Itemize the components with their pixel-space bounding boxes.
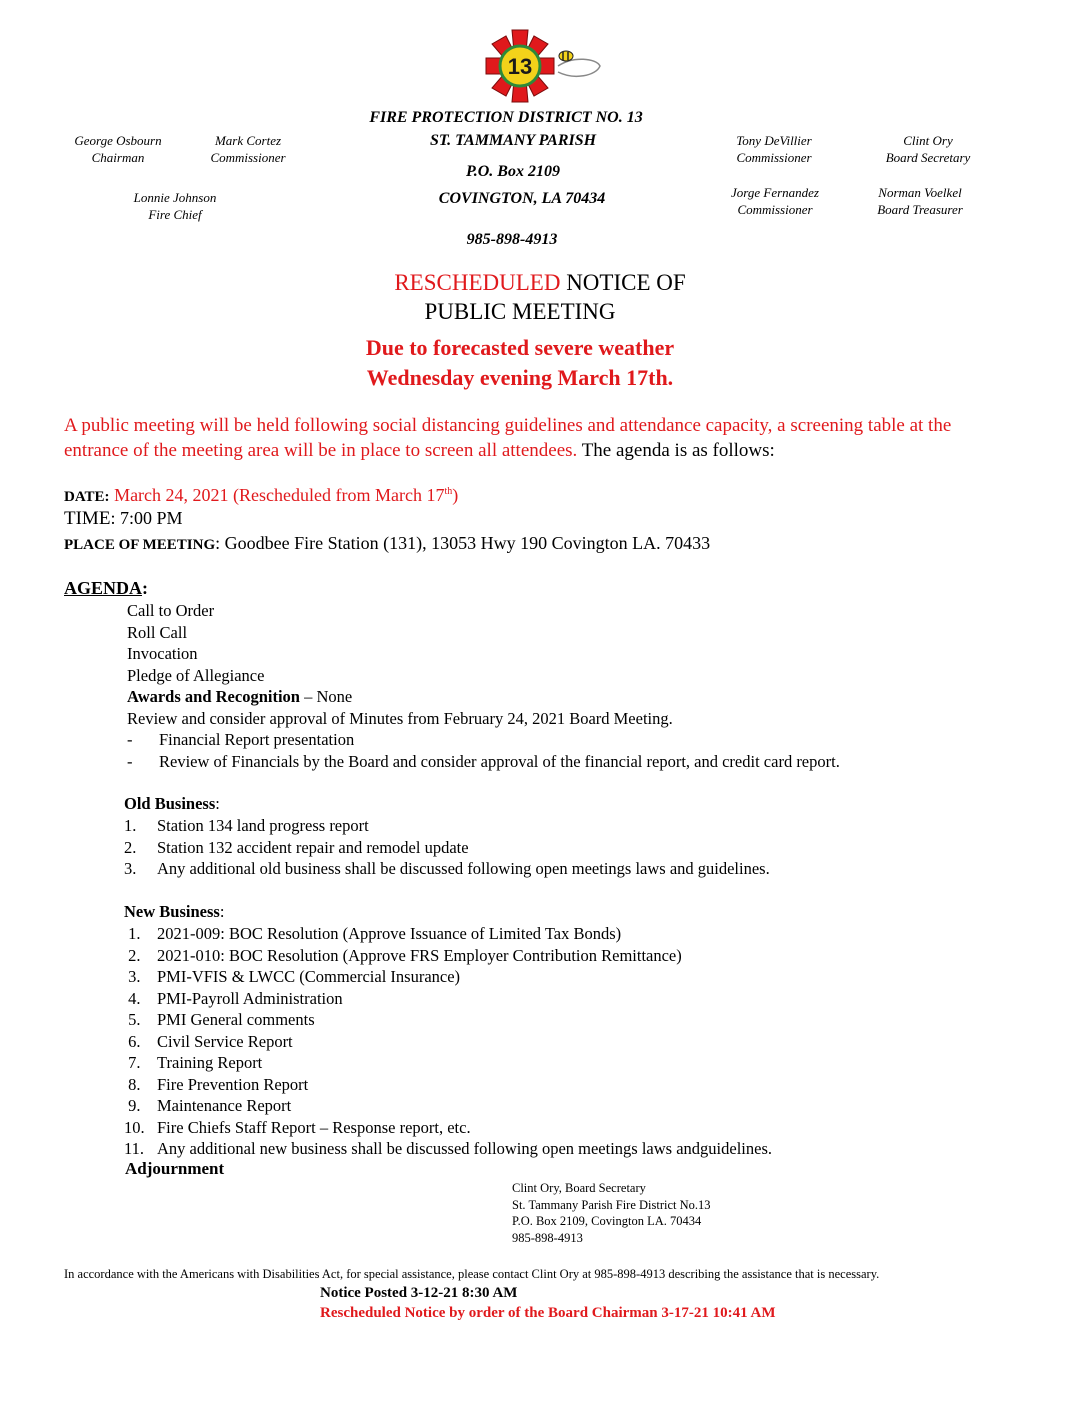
date-label: DATE:	[64, 489, 110, 505]
agenda-opening-list	[127, 600, 673, 729]
list-item: Roll Call	[127, 622, 188, 642]
list-item: 5. PMI General comments	[124, 1010, 315, 1029]
weather-notice-line1: Due to forecasted severe weather	[365, 335, 675, 360]
list-item: 11. Any additional new business shall be discussed following open meetings laws andguidelines.	[124, 1139, 772, 1158]
rescheduled-notice: Rescheduled Notice by order of the Board Chairman 3-17-21 10:41 AM	[320, 1305, 776, 1321]
list-item: 1. Station 134 land progress report	[124, 816, 369, 835]
list-item: 3. Any additional old business shall be discussed following open meetings laws and guidelines.	[124, 859, 770, 878]
fire-district-13-logo-icon	[478, 26, 606, 104]
old-business-list	[124, 815, 770, 880]
meeting-time	[64, 508, 182, 530]
weather-notice-line2: Wednesday evening March 17th.	[366, 365, 674, 390]
awards-item: Awards and Recognition – None	[127, 687, 353, 706]
official-board-treasurer: Norman Voelkel Board Treasurer	[877, 185, 963, 217]
po-box: P.O. Box 2109	[466, 163, 560, 180]
list-item: 9. Maintenance Report	[124, 1096, 292, 1115]
intro-red-text: A public meeting will be held following social distancing guidelines and attendance capacity, a screening table at the entrance of the meeting area will be in place to screen all attendees.	[64, 415, 952, 461]
list-item: 3. PMI-VFIS & LWCC (Commercial Insurance)	[124, 967, 461, 986]
new-business-section: New Business:	[124, 902, 225, 921]
minutes-item: Review and consider approval of Minutes from February 24, 2021 Board Meeting.	[127, 708, 673, 728]
list-item: - Financial Report presentation	[127, 730, 355, 749]
list-item: Invocation	[127, 644, 198, 663]
list-item: 4. PMI-Payroll Administration	[124, 988, 343, 1008]
rescheduled-label: RESCHEDULED	[394, 270, 561, 295]
meeting-place	[64, 533, 710, 554]
new-business-list	[124, 923, 772, 1160]
svg-text:13: 13	[507, 54, 533, 79]
phone-number: 985-898-4913	[466, 231, 558, 248]
list-item: 2. 2021-010: BOC Resolution (Approve FRS Employer Contribution Remittance)	[124, 945, 682, 965]
notice-title	[280, 268, 800, 297]
district-logo	[478, 26, 606, 104]
signature-block: Clint Ory, Board Secretary St. Tammany Parish Fire District No.13 P.O. Box 2109, Covington LA. 70434 985-898-4913	[512, 1181, 711, 1245]
list-item: Call to Order	[127, 601, 215, 620]
date-value: March 24, 2021 (Rescheduled from March 17th)	[114, 485, 459, 505]
old-business-section: Old Business:	[124, 794, 220, 813]
place-label: PLACE OF MEETING	[64, 537, 216, 553]
place-value: : Goodbee Fire Station (131), 13053 Hwy 190 Covington LA. 70433	[215, 533, 711, 553]
financial-list	[127, 729, 840, 772]
agenda-heading: AGENDA:	[64, 578, 149, 598]
time-value: : 7:00 PM	[110, 508, 183, 528]
meeting-date	[64, 485, 458, 506]
official-fire-chief: Lonnie Johnson Fire Chief	[133, 190, 217, 222]
old-business-label: Old Business	[124, 794, 216, 813]
official-commissioner-cortez: Mark Cortez Commissioner	[210, 133, 286, 165]
new-business-label: New Business	[124, 902, 220, 921]
ada-notice: In accordance with the Americans with Disabilities Act, for special assistance, please contact Clint Ory at 985-898-4913 describing the assistance that is necessary.	[64, 1267, 880, 1281]
public-meeting-title: PUBLIC MEETING	[424, 299, 616, 324]
notice-posted: Notice Posted 3-12-21 8:30 AM	[320, 1285, 518, 1301]
list-item: Pledge of Allegiance	[127, 665, 265, 685]
list-item: 8. Fire Prevention Report	[124, 1074, 309, 1094]
list-item: 1. 2021-009: BOC Resolution (Approve Issuance of Limited Tax Bonds)	[124, 924, 622, 943]
time-label: TIME	[64, 508, 111, 529]
official-commissioner-devillier: Tony DeVillier Commissioner	[736, 133, 812, 165]
district-name: FIRE PROTECTION DISTRICT NO. 13	[369, 109, 643, 126]
official-chairman: George Osbourn Chairman	[74, 133, 162, 165]
city-state-zip: COVINGTON, LA 70434	[438, 190, 606, 207]
official-board-secretary: Clint Ory Board Secretary	[885, 133, 971, 165]
adjournment: Adjournment	[125, 1159, 225, 1178]
list-item: 6. Civil Service Report	[124, 1031, 293, 1051]
official-commissioner-fernandez: Jorge Fernandez Commissioner	[731, 185, 819, 217]
list-item: 10. Fire Chiefs Staff Report – Response report, etc.	[124, 1117, 471, 1137]
list-item: 2. Station 132 accident repair and remodel update	[124, 837, 469, 857]
intro-agenda-text: The agenda is as follows:	[581, 440, 775, 461]
list-item: - Review of Financials by the Board and consider approval of the financial report, and credit card report.	[127, 751, 840, 771]
list-item: 7. Training Report	[124, 1053, 263, 1072]
intro-paragraph	[64, 413, 984, 463]
parish-name: ST. TAMMANY PARISH	[429, 132, 597, 149]
notice-of-label: NOTICE OF	[566, 270, 686, 295]
